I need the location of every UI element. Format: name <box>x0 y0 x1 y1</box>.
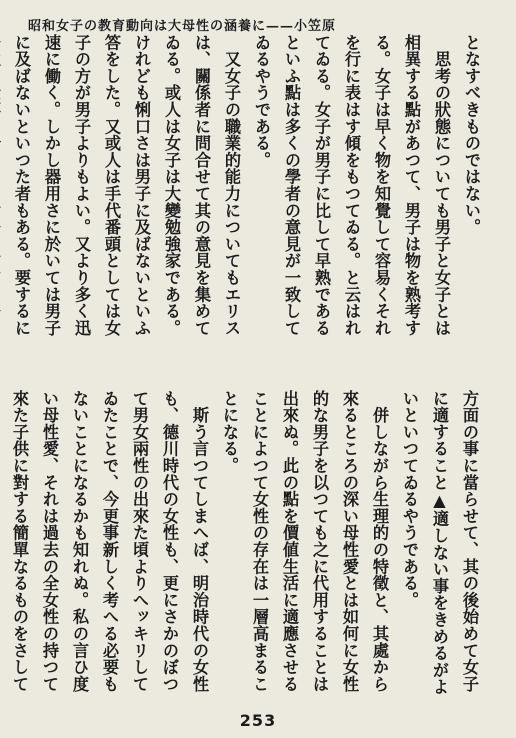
upper-text-column <box>12 34 486 340</box>
paragraph: 併しながら生理的の特徵と、其處から來るところの深い母性愛とは如何に女性的な男子を以つても之に代用することは出來ぬ。此の點を價値生活に適應させることによつて女性の存在は一層高まることになる。 <box>220 390 389 693</box>
page-number: 253 <box>239 711 277 730</box>
paragraph: 又女子の職業的能力についてもエリスは、關係者に問合せて其の意見を集めてゐる。或人は女子は大變勉強家である。けれども悧口さは男子に及ばないといふ答をした。又或人は手代番頭としては女子の方が男子よりもよい。又より多く迅速に働く。しかし器用さに於いては男子に及ばないといつた者もある。要するに <box>12 34 241 337</box>
paragraph: となすべきものではない。 <box>462 34 481 236</box>
paragraph: 思考の狀態についても男子と女子とは相異する點があつて、男子は物を熟考する。女子は早く物を知覺して容易くそれを行に表はす傾をもつてゐる。と云はれてゐる。女子が男子に比して早熟であるといふ點は多くの學者の意見が一致してゐるやうである。 <box>252 34 451 337</box>
paragraph: 斯う言つてしまへば、明治時代の女性も、德川時代の女性も、更にさかのぼつて男女兩性の出來た頃よりへッキリしてゐたことで、今更事新しく考へる必要もないことになるかも知れぬ。私の言ひ度い母性愛、それは過去の全女性の持つて來た子供に對する簡單なるものをさして <box>10 390 209 693</box>
running-header: 昭和女子の教育動向は大母性の涵養に——小笠原 <box>28 19 337 34</box>
paragraph: 方面の事に當らせて、其の後始めて女子に適すること▲適しない事をきめるがよいといつてゐるやうである。 <box>400 390 479 696</box>
lower-text-column <box>10 390 484 706</box>
